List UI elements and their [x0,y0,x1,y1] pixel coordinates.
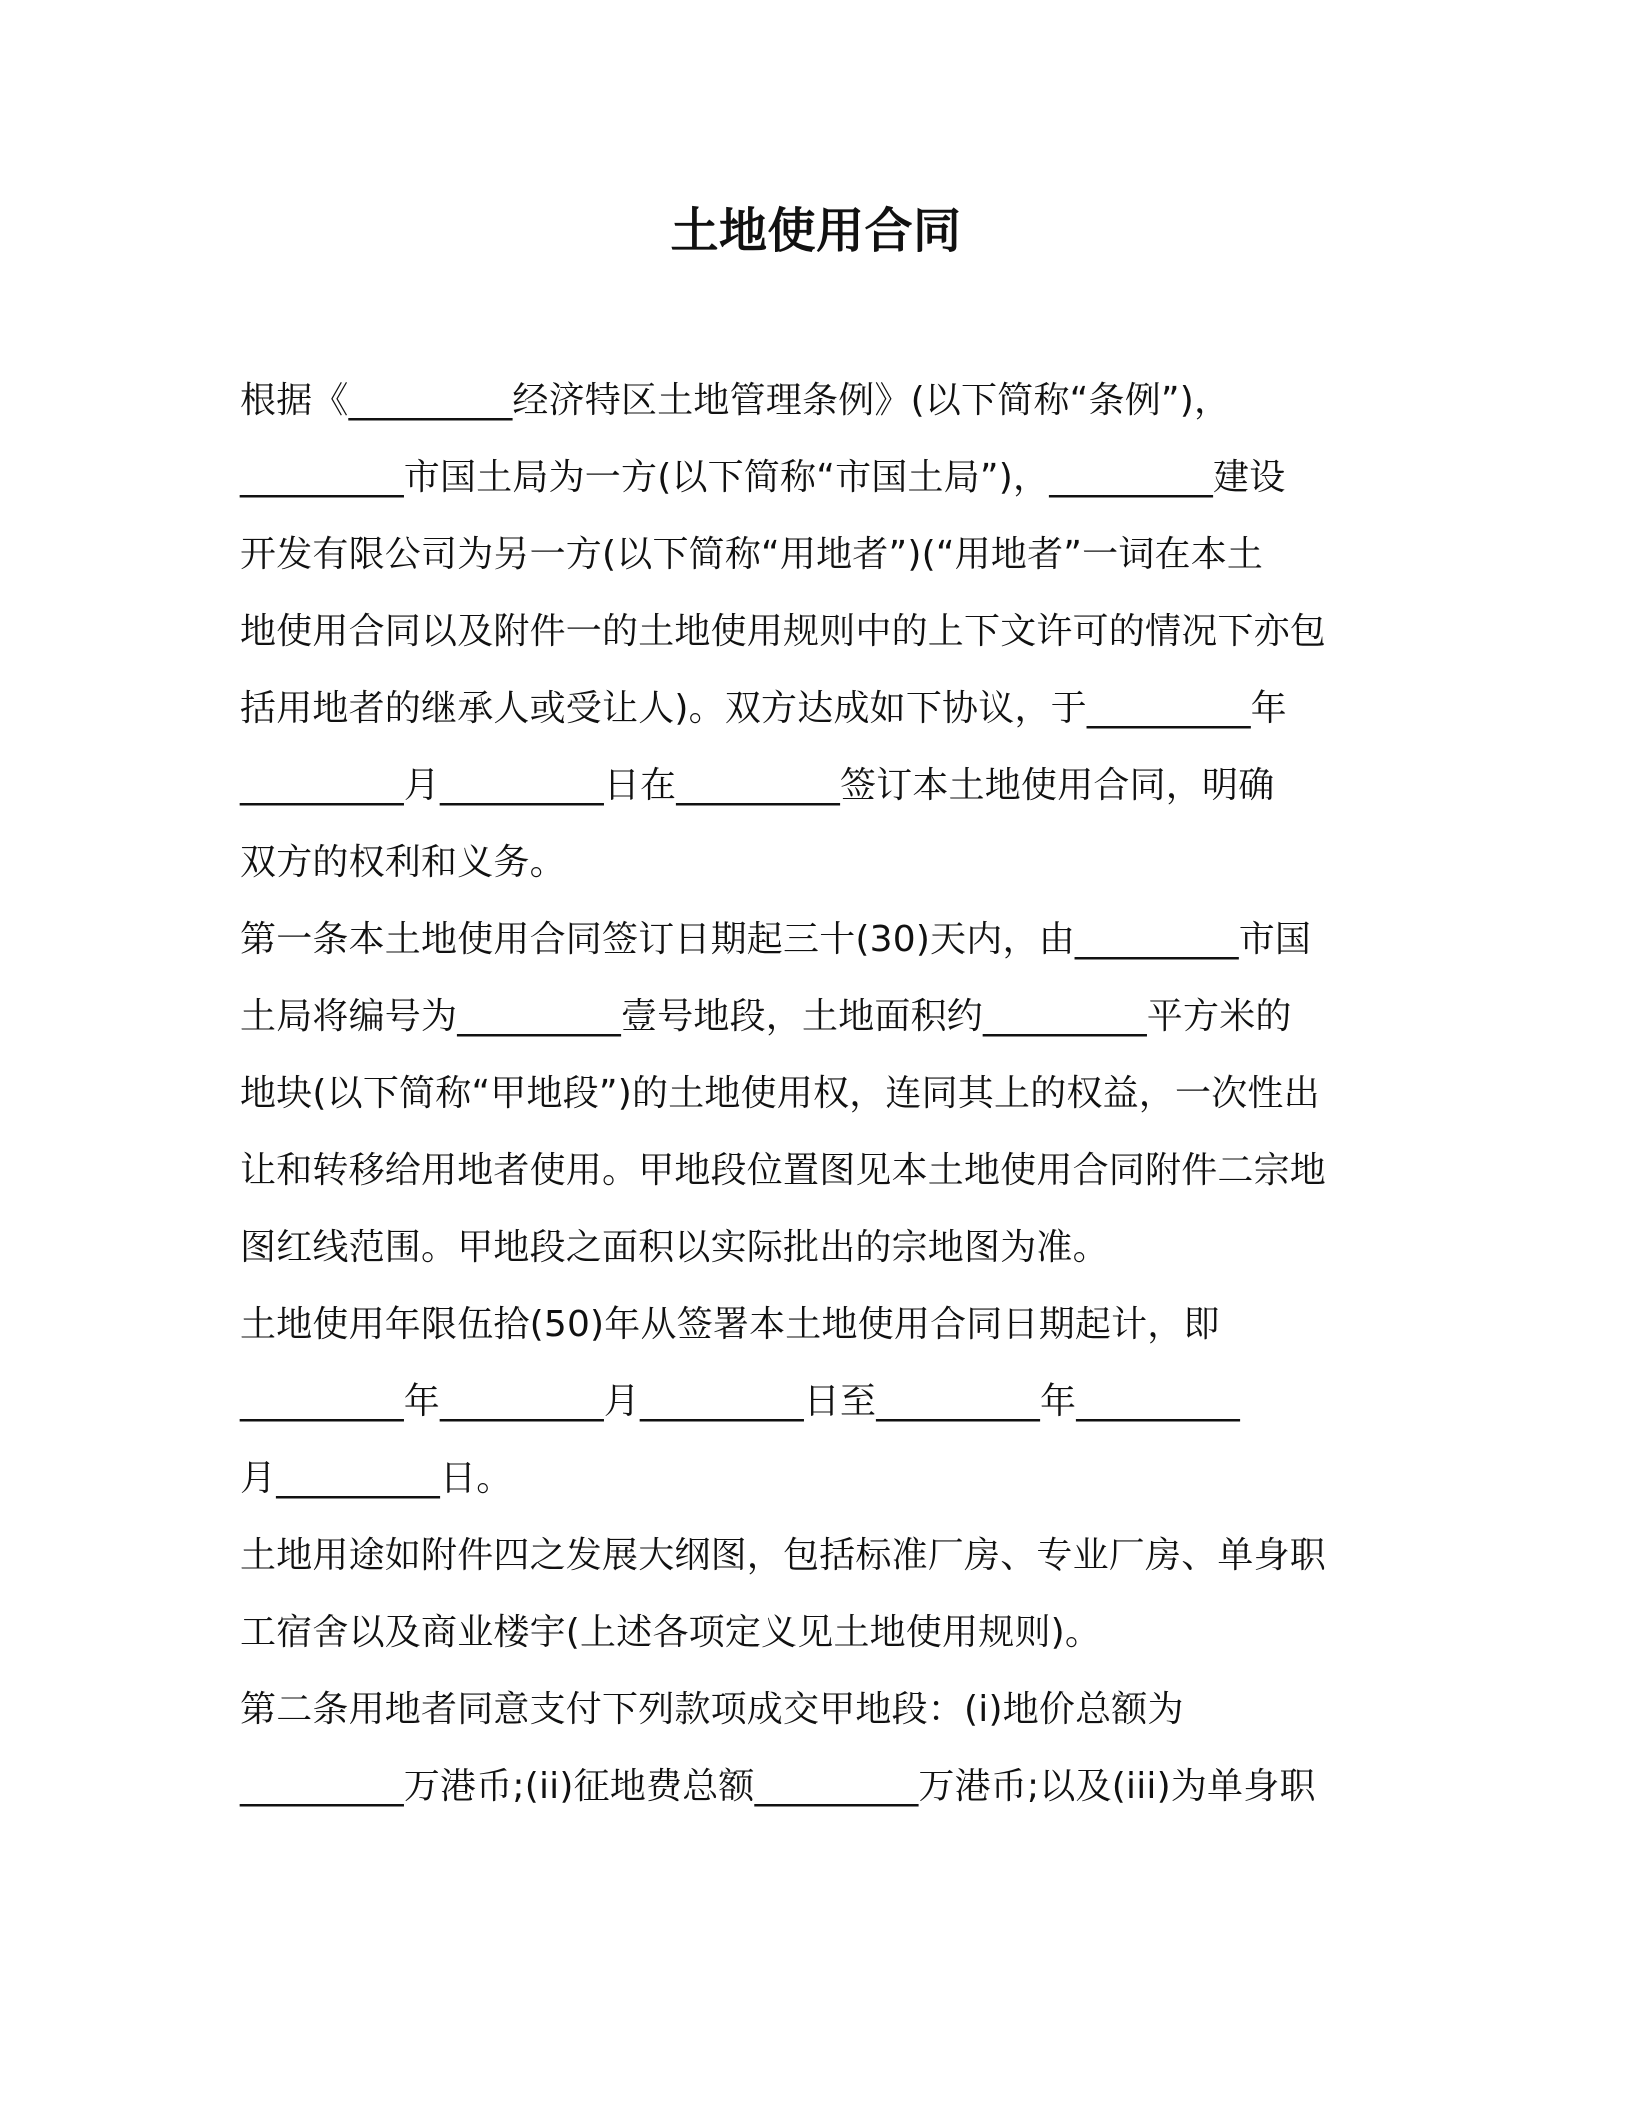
body-line-1: 根据《_________经济特区土地管理条例》(以下简称“条例”)， [240,380,1231,421]
body-line-15: 月_________日。 [240,1458,513,1499]
body-line-13: 土地使用年限伍拾(50)年从签署本土地使用合同日期起计，即 [240,1304,1220,1345]
body-line-6: _________月_________日在_________签订本土地使用合同，明确 [240,765,1275,806]
document-body [240,362,1390,1825]
body-line-2: _________市国土局为一方(以下简称“市国土局”)，_________建设 [240,457,1286,498]
body-line-9: 土局将编号为_________壹号地段，土地面积约_________平方米的 [240,996,1292,1037]
body-line-19: _________万港币;(ii)征地费总额_________万港币;以及(iii)为单身职 [240,1766,1316,1807]
body-line-8: 第一条本土地使用合同签订日期起三十(30)天内，由_________市国 [240,919,1312,960]
body-line-7: 双方的权利和义务。 [240,842,566,883]
body-line-10: 地块(以下简称“甲地段”)的土地使用权，连同其上的权益，一次性出 [240,1073,1320,1114]
body-line-14: _________年_________月_________日至_________年_________ [240,1381,1240,1422]
body-line-12: 图红线范围。甲地段之面积以实际批出的宗地图为准。 [240,1227,1109,1268]
body-line-11: 让和转移给用地者使用。甲地段位置图见本土地使用合同附件二宗地 [240,1150,1327,1191]
body-line-3: 开发有限公司为另一方(以下简称“用地者”)(“用地者”一词在本土 [240,534,1264,575]
body-line-18: 第二条用地者同意支付下列款项成交甲地段：(i)地价总额为 [240,1689,1184,1730]
document-title: 土地使用合同 [670,203,962,259]
body-line-17: 工宿舍以及商业楼宇(上述各项定义见土地使用规则)。 [240,1612,1102,1653]
body-line-4: 地使用合同以及附件一的土地使用规则中的上下文许可的情况下亦包 [240,611,1327,652]
body-line-5: 括用地者的继承人或受让人)。双方达成如下协议，于_________年 [240,688,1287,729]
body-line-16: 土地用途如附件四之发展大纲图，包括标准厂房、专业厂房、单身职 [240,1535,1327,1576]
